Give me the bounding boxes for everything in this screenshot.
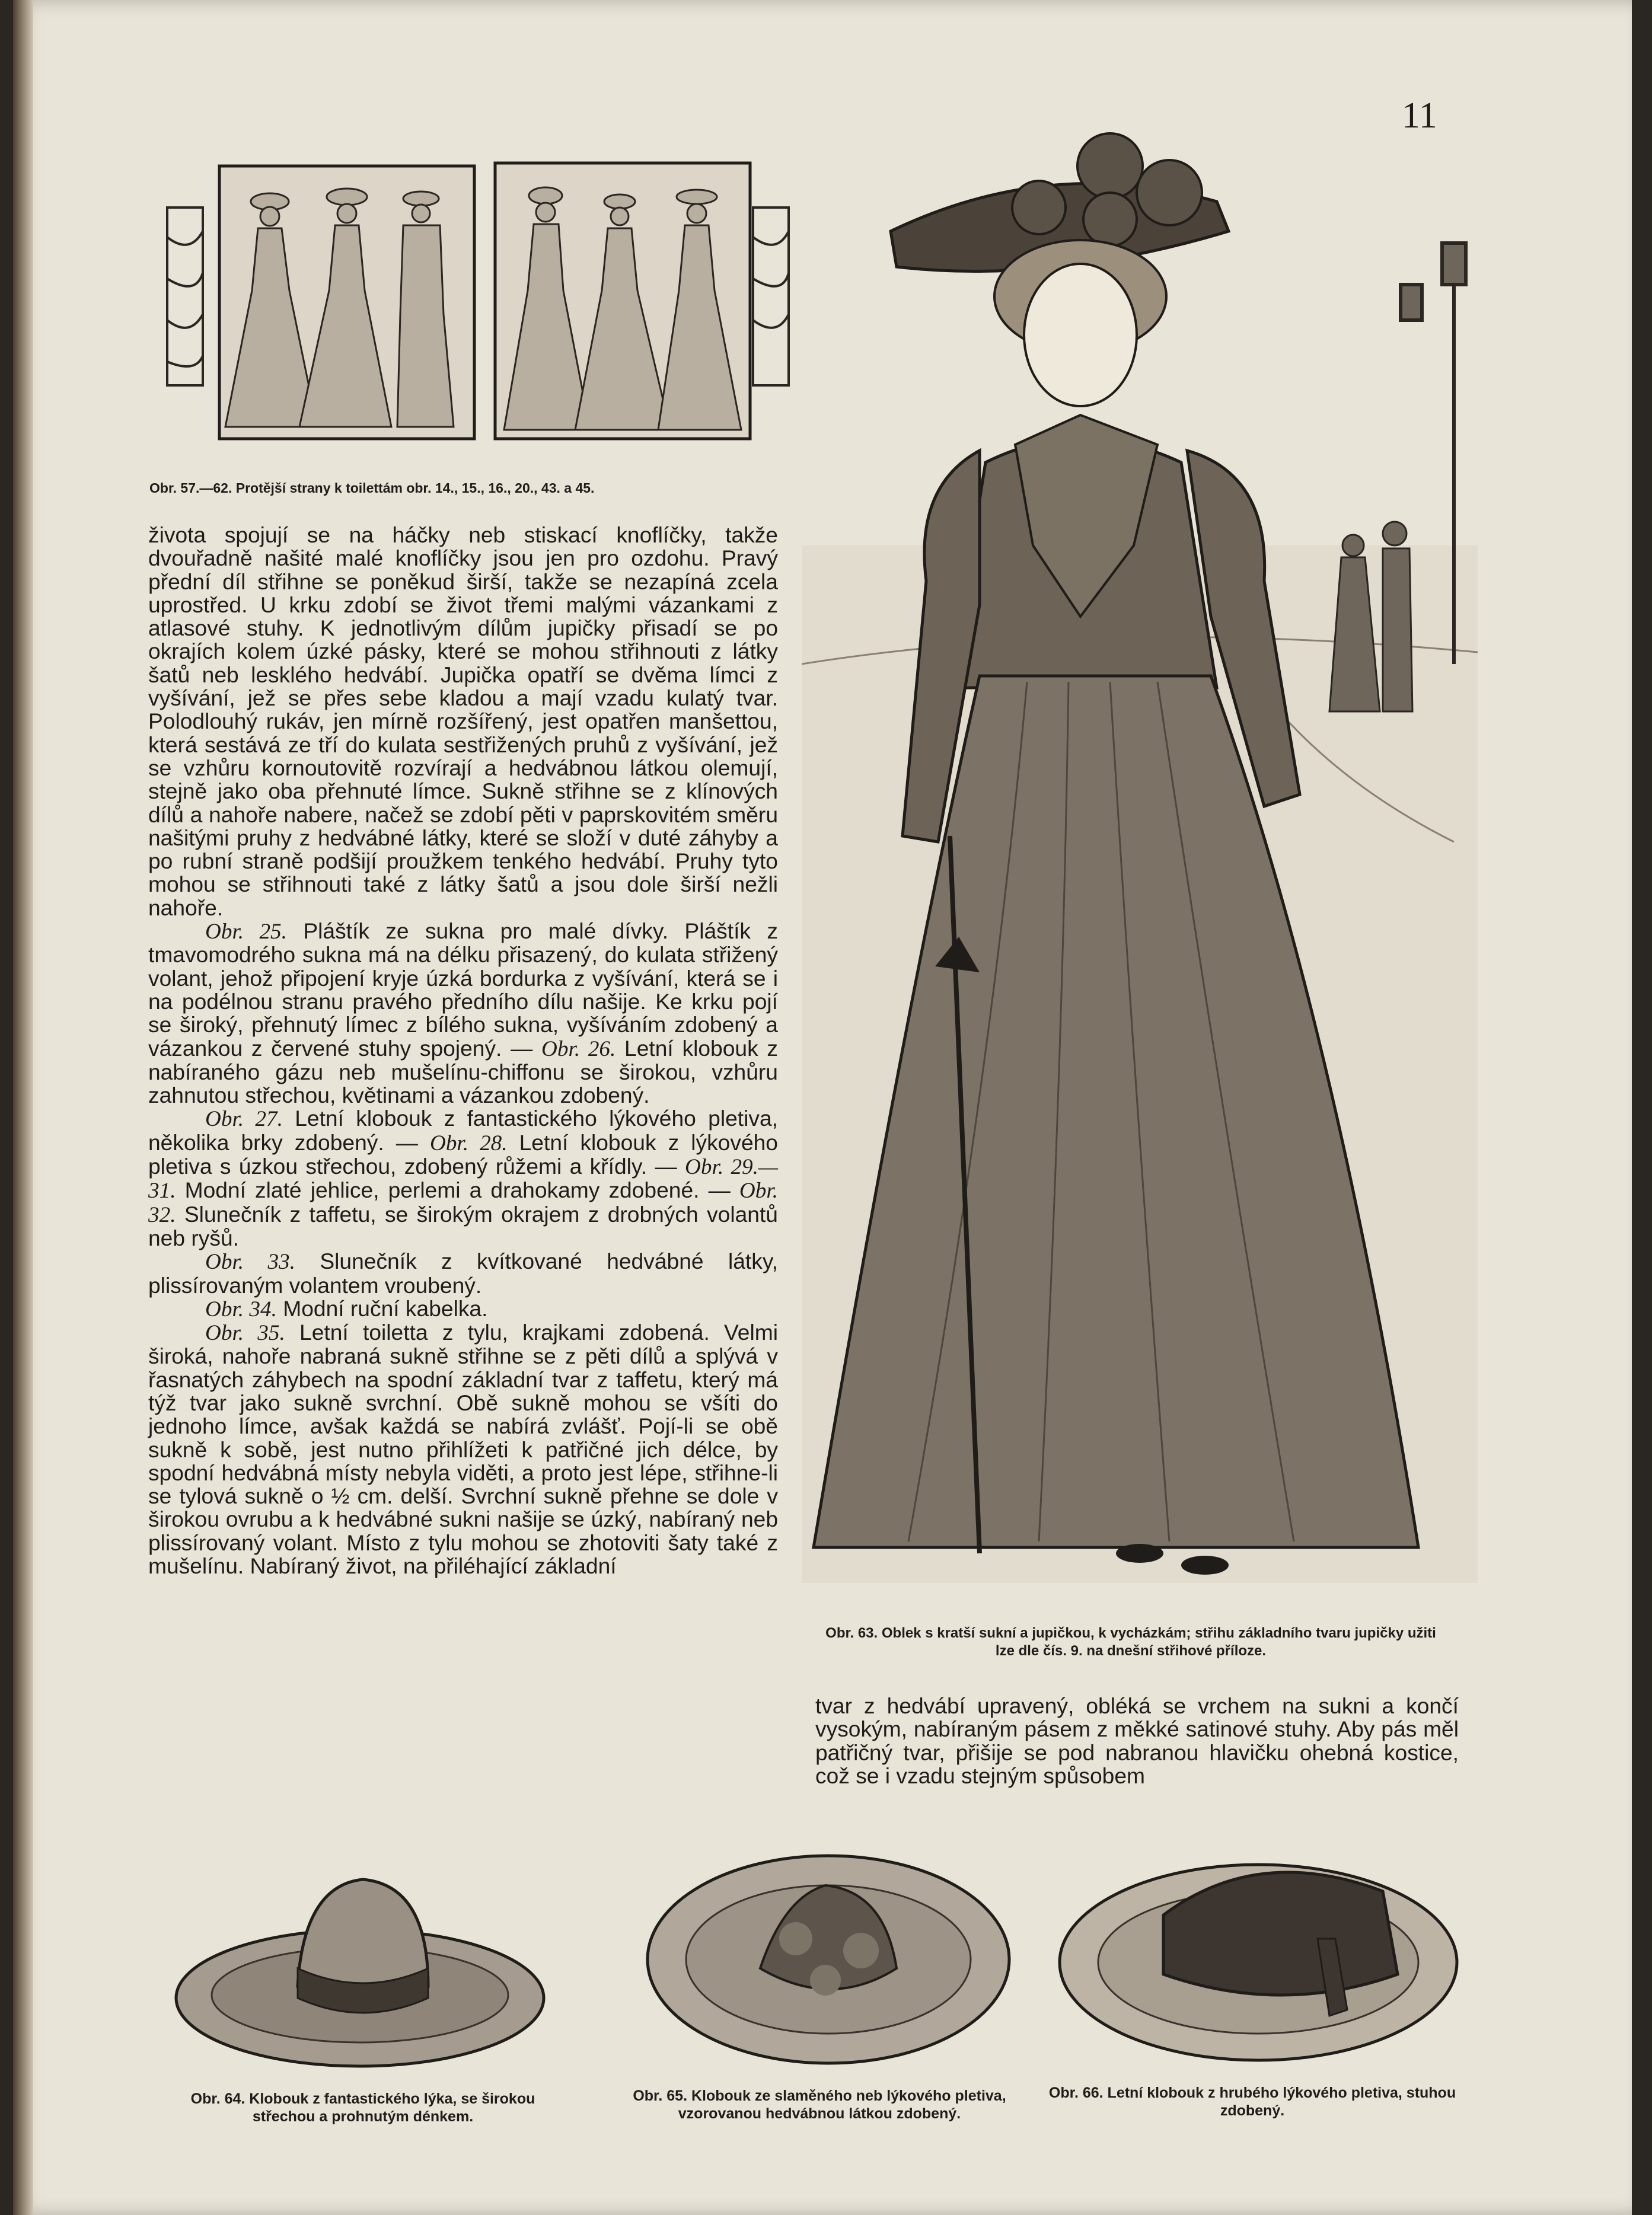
figure-63-illustration xyxy=(802,130,1478,1583)
figure-ref-33: Obr. 33. xyxy=(205,1250,295,1275)
figure-64-hat-illustration xyxy=(167,1850,553,2075)
figure-57-62-caption: Obr. 57.—62. Protější strany k toilettám obr. 14., 15., 16., 20., 43. a 45. xyxy=(149,480,595,496)
left-paragraph-2-text: Pláštík ze sukna pro malé dívky. Pláštík z tmavomodrého sukna má na délku přisazený, do kulata střižený volant, jehož připojení kryje úzká bordurka z vyšívání, která se i na podélnou stranu pravého předního dílu našije. Ke krku pojí se široký, přehnutý límec z bílého sukna, vyšíváním zdobený a vázankou z červené stuhy spojený. — xyxy=(148,918,778,1061)
left-paragraph-4-text: Slunečník z kvítkované hedvábné látky, plissírovaným volantem vroubený. xyxy=(148,1249,778,1298)
figure-65-caption: Obr. 65. Klobouk ze slaměného neb lýkového pletiva, vzorovanou hedvábnou látkou zdobený. xyxy=(633,2088,1006,2122)
figure-ref-34: Obr. 34. xyxy=(205,1297,277,1322)
figure-66-caption: Obr. 66. Letní klobouk z hrubého lýkového pletiva, stuhou zdobený. xyxy=(1048,2085,1456,2119)
left-paragraph-1: života spojují se na háčky neb stiskací knoflíčky, takže dvouřadně našité malé knoflíčky jsou jen pro ozdohu. Pravý přední díl střihne se poněkud širší, takže se nezapíná zcela uprostřed. U krku zdobí se život třemi malými vázankami z atlasové stuhy. K jednotlivým dílům jupičky přisadí se po okrajích kolem úzké pásky, které se mohou střihnouti z látky šatů neb lesklého hedvábí. Jupička opatří se dvěma límci z vyšívání, jež se přes sebe kladou a mají vzadu kulatý tvar. Polodlouhý rukáv, jen mírně rozšířený, jest opatřen manšettou, která sestává ze tří do kulata sestřižených pruhů z vyšívání, jež se vzhůru kornoutovitě rozvírají a hedvábnou látkou olemují, stejně jako oba přehnuté límce. Sukně střihne se z klínových dílů a nahoře nabere, načež se zdobí pěti v paprskovitém směru našitými pruhy z hedvábné látky, které se složí v duté záhyby a po rubní straně podšijí proužkem tenkého hedvábí. Pruhy tyto mohou se střihnouti také z látky šatů a jsou dole širší nežli nahoře. xyxy=(148,522,778,920)
left-paragraph-5-text: Modní ruční kabelka. xyxy=(283,1295,488,1321)
left-paragraph-6 xyxy=(148,1321,778,1578)
figure-57-62-illustration xyxy=(154,160,801,445)
figure-ref-28: Obr. 28. xyxy=(429,1131,508,1156)
figure-65-hat-illustration xyxy=(636,1832,1021,2069)
left-paragraph-3c-text: Modní zlaté jehlice, perlemi a drahokamy zdobené. — xyxy=(184,1177,731,1203)
figure-ref-25: Obr. 25. xyxy=(205,920,287,944)
figure-66-hat-illustration xyxy=(1051,1820,1466,2069)
right-paragraph-1: tvar z hedvábí upravený, obléká se vrchem na sukni a končí vysokým, nabíraným pásem z měkké satinové stuhy. Aby pás měl patřičný tvar, přišije se pod nabranou hlavičku ohebná kostice, což se i vzadu stejným spůsobem xyxy=(815,1693,1459,1788)
left-paragraph-3-text: Letní klobouk z fantastického lýkového pletiva, několika brky zdobený. — xyxy=(148,1106,778,1155)
page-number: 11 xyxy=(1402,95,1437,136)
left-paragraph-3d-text: Slunečník z taffetu, se širokým okrajem z drobných volantů neb ryšů. xyxy=(148,1201,778,1250)
left-paragraph-3 xyxy=(148,1107,778,1250)
figure-ref-29-31: Obr. 29.—31. xyxy=(148,1155,779,1204)
figure-ref-32: Obr. 32. xyxy=(148,1179,778,1227)
left-paragraph-2 xyxy=(148,920,778,1107)
left-paragraph-5 xyxy=(148,1297,778,1321)
book-spine-shadow xyxy=(13,0,33,2215)
left-paragraph-6-text: Letní toiletta z tylu, krajkami zdobená. Velmi široká, nahoře nabraná sukně střihne se z pěti dílů a splývá v řasnatých záhybech na spodní základní tvar z taffetu, který má týž tvar jako sukně svrchní. Obě sukně mohou se všíti do jednoho límce, avšak každá se nabírá zvlášť. Pojí-li se obě sukně k sobě, jest nutno přihlížeti k patřičné jich délce, by spodní hedvábná místy nebyla viděti, a proto jest lépe, střihne-li se tylová sukně o ½ cm. delší. Svrchní sukně přehne se dole v širokou ovrubu a k hedvábné sukni našije se úzký, nabíraný neb plissírovaný volant. Místo z tylu mohou se zhotoviti šaty také z mušelínu. Nabíraný život, na přiléhající základní xyxy=(148,1320,778,1579)
right-text-column xyxy=(815,1694,1459,1788)
magazine-page xyxy=(13,0,1632,2215)
figure-64-caption: Obr. 64. Klobouk z fantastického lýka, se širokou střechou a prohnutým dénkem. xyxy=(190,2090,535,2125)
left-paragraph-3b-text: Letní klobouk z lýkového pletiva s úzkou střechou, zdobený růžemi a křídly. — xyxy=(148,1129,778,1179)
figure-ref-35: Obr. 35. xyxy=(205,1321,285,1346)
figure-ref-26: Obr. 26. xyxy=(541,1036,616,1061)
figure-63-caption: Obr. 63. Oblek s kratší sukní a jupičkou, k vycházkám; střihu základního tvaru jupičky užiti lze dle čís. 9. na dnešní střihové příloze. xyxy=(825,1625,1436,1659)
left-paragraph-2b-text: Letní klobouk z nabíraného gázu neb mušelínu-chiffonu se širokou, vzhůru zahnutou střechou, květinami a vázankou zdobený. xyxy=(148,1035,778,1108)
left-text-column xyxy=(148,524,778,1578)
figure-ref-27: Obr. 27. xyxy=(205,1107,283,1132)
left-paragraph-4 xyxy=(148,1250,778,1297)
